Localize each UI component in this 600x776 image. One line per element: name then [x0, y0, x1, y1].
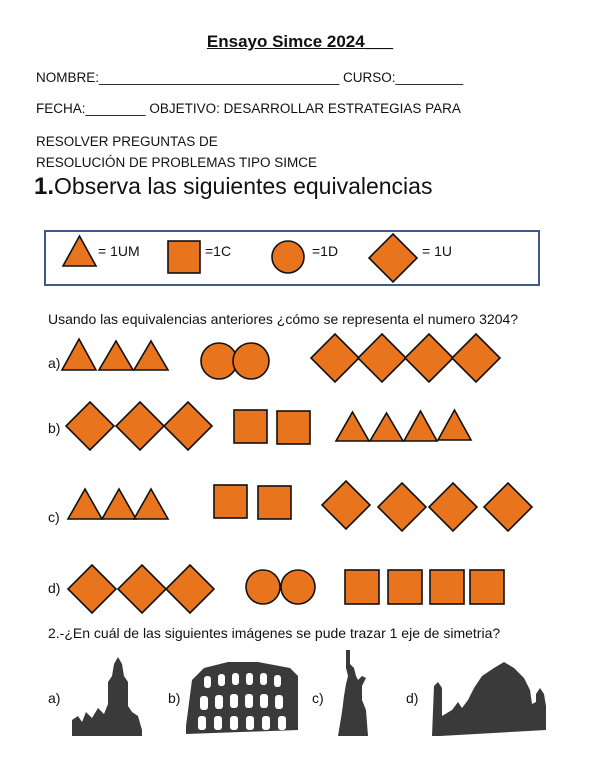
statue-of-liberty-silhouette — [338, 650, 368, 736]
colosseum-silhouette — [186, 662, 298, 734]
option-c-label: c) — [48, 509, 60, 525]
circle-icon — [281, 570, 315, 604]
square-icon — [258, 486, 291, 519]
legend-label-square: =1C — [205, 243, 232, 259]
course-field: CURSO:_________ — [343, 70, 464, 85]
option-b-label: b) — [48, 420, 61, 436]
question-2-prompt: 2.-¿En cuál de las siguientes imágenes se pude trazar 1 eje de simetria? — [48, 625, 501, 641]
square-icon — [470, 570, 504, 604]
diamond-icon — [166, 565, 214, 613]
circle-icon — [246, 570, 280, 604]
diamond-icon — [118, 565, 166, 613]
diamond-icon — [429, 483, 477, 531]
triangle-icon — [68, 489, 102, 519]
q2-option-a-label: a) — [48, 690, 61, 706]
name-field: NOMBRE:________________________________ — [36, 70, 340, 85]
legend-circle-icon — [272, 241, 304, 273]
diamond-icon — [452, 334, 500, 382]
option-d-shapes — [68, 565, 504, 613]
circle-icon — [201, 343, 237, 379]
option-c-shapes — [68, 481, 532, 531]
triangle-icon — [404, 411, 437, 441]
legend-label-triangle: = 1UM — [98, 243, 140, 259]
triangle-icon — [370, 413, 403, 441]
triangle-icon — [102, 489, 136, 519]
objective-text: OBJETIVO: DESARROLLAR ESTRATEGIAS PARA — [149, 101, 461, 116]
diamond-icon — [378, 483, 426, 531]
triangle-icon — [134, 341, 168, 370]
question-1-heading: 1.Observa las siguientes equivalencias — [34, 173, 433, 200]
page-title: Ensayo Simce 2024___ — [206, 32, 394, 51]
diamond-icon — [68, 565, 116, 613]
date-field: FECHA:________ — [36, 101, 146, 116]
option-b-shapes — [66, 402, 471, 450]
triangle-icon — [62, 339, 96, 370]
square-icon — [214, 485, 247, 518]
square-icon — [345, 570, 379, 604]
objective-line-2: RESOLVER PREGUNTAS DE — [36, 134, 218, 149]
triangle-icon — [438, 410, 471, 440]
square-icon — [388, 570, 422, 604]
q2-option-d-label: d) — [406, 690, 419, 706]
option-d-label: d) — [48, 580, 61, 596]
diamond-icon — [405, 334, 453, 382]
diamond-icon — [311, 334, 359, 382]
q2-option-c-label: c) — [312, 690, 324, 706]
diamond-icon — [164, 402, 212, 450]
diamond-icon — [66, 402, 114, 450]
legend-label-diamond: = 1U — [422, 243, 452, 259]
legend-diamond-icon — [369, 234, 417, 282]
taj-mahal-silhouette — [432, 662, 546, 736]
square-icon — [234, 410, 267, 443]
option-a-shapes — [62, 334, 500, 382]
legend-label-circle: =1D — [312, 243, 339, 259]
q2-option-b-label: b) — [168, 690, 181, 706]
objective-line-3: RESOLUCIÓN DE PROBLEMAS TIPO SIMCE — [36, 155, 318, 170]
mosque-minaret-silhouette — [72, 657, 142, 736]
question-1-prompt: Usando las equivalencias anteriores ¿cómo se representa el numero 3204? — [48, 311, 519, 327]
triangle-icon — [99, 341, 133, 370]
diamond-icon — [484, 483, 532, 531]
square-icon — [277, 411, 310, 444]
circle-icon — [233, 343, 269, 379]
legend-square-icon — [168, 241, 200, 273]
triangle-icon — [336, 412, 369, 441]
diamond-icon — [116, 402, 164, 450]
diamond-icon — [322, 481, 370, 529]
legend-triangle-icon — [63, 236, 96, 266]
diamond-icon — [358, 334, 406, 382]
triangle-icon — [134, 489, 168, 519]
option-a-label: a) — [48, 355, 61, 371]
square-icon — [430, 570, 464, 604]
